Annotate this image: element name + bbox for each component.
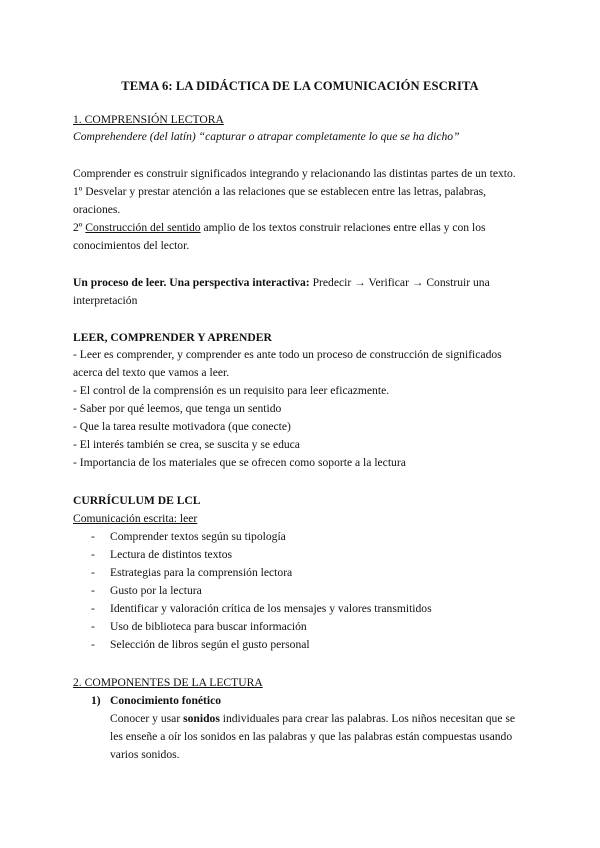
bullet-dash: - bbox=[91, 530, 95, 543]
paragraph-line bbox=[73, 220, 486, 235]
component-text-part: individuales para crear las palabras. Los niños necesitan que se bbox=[219, 712, 516, 725]
curriculum-item: Estrategias para la comprensión lectora bbox=[110, 566, 293, 579]
process-steps: Predecir → Verificar → Construir una bbox=[309, 276, 490, 289]
component-text bbox=[110, 711, 515, 726]
curriculum-item: Gusto por la lectura bbox=[110, 584, 202, 597]
curriculum-item: Comprender textos según su tipología bbox=[110, 530, 286, 543]
curriculum-item: Selección de libros según el gusto personal bbox=[110, 638, 310, 651]
process-label: Un proceso de leer. Una perspectiva interactiva: bbox=[73, 276, 310, 289]
underlined-term: Construcción del sentido bbox=[85, 221, 201, 234]
page-title: TEMA 6: LA DIDÁCTICA DE LA COMUNICACIÓN ESCRITA bbox=[121, 79, 479, 93]
item-number: 1) bbox=[91, 694, 101, 707]
process-line bbox=[73, 275, 490, 290]
component-title: Conocimiento fonético bbox=[110, 694, 222, 707]
list-line: - Importancia de los materiales que se ofrecen como soporte a la lectura bbox=[73, 456, 406, 469]
component-text-part: Conocer y usar bbox=[110, 712, 184, 725]
list-line: - Saber por qué leemos, que tenga un sentido bbox=[73, 402, 282, 415]
curriculum-subheading: Comunicación escrita: leer bbox=[73, 512, 198, 525]
bullet-dash: - bbox=[91, 566, 95, 579]
section-heading-componentes: 2. COMPONENTES DE LA LECTURA bbox=[73, 676, 263, 689]
list-line: - Que la tarea resulte motivadora (que conecte) bbox=[73, 420, 291, 433]
bullet-dash: - bbox=[91, 620, 95, 633]
definition-line: Comprehendere (del latín) “capturar o atrapar completamente lo que se ha dicho” bbox=[73, 130, 460, 143]
list-line: - El interés también se crea, se suscita y se educa bbox=[73, 438, 300, 451]
bullet-dash: - bbox=[91, 602, 95, 615]
ordinal-prefix: 2º bbox=[73, 221, 86, 234]
paragraph-line: 1º Desvelar y prestar atención a las relaciones que se establecen entre las letras, palabras, bbox=[73, 185, 487, 198]
list-line: - Leer es comprender, y comprender es ante todo un proceso de construcción de significados bbox=[73, 348, 502, 361]
list-line: - El control de la comprensión es un requisito para leer eficazmente. bbox=[73, 384, 390, 397]
bullet-dash: - bbox=[91, 638, 95, 651]
curriculum-item: Uso de biblioteca para buscar información bbox=[110, 620, 307, 633]
section-heading-comprension: 1. COMPRENSIÓN LECTORA bbox=[73, 113, 224, 126]
component-bold-term: sonidos bbox=[183, 712, 220, 725]
bullet-dash: - bbox=[91, 584, 95, 597]
curriculum-item: Identificar y valoración crítica de los mensajes y valores transmitidos bbox=[110, 602, 432, 615]
component-text: varios sonidos. bbox=[110, 748, 180, 761]
paragraph-line: oraciones. bbox=[73, 203, 121, 216]
process-line-cont: interpretación bbox=[73, 294, 138, 307]
curriculum-item: Lectura de distintos textos bbox=[110, 548, 233, 561]
bullet-dash: - bbox=[91, 548, 95, 561]
section-heading-curriculum: CURRÍCULUM DE LCL bbox=[73, 494, 201, 507]
component-text: les enseñe a oír los sonidos en las palabras y que las palabras están compuestas usando bbox=[110, 730, 513, 743]
paragraph-text: amplio de los textos construir relaciones entre ellas y con los bbox=[200, 221, 486, 234]
paragraph-line: conocimientos del lector. bbox=[73, 239, 190, 252]
paragraph-line: Comprender es construir significados integrando y relacionando las distintas partes de un texto. bbox=[73, 167, 516, 180]
list-line: acerca del texto que vamos a leer. bbox=[73, 366, 230, 379]
section-heading-leer: LEER, COMPRENDER Y APRENDER bbox=[73, 331, 272, 344]
